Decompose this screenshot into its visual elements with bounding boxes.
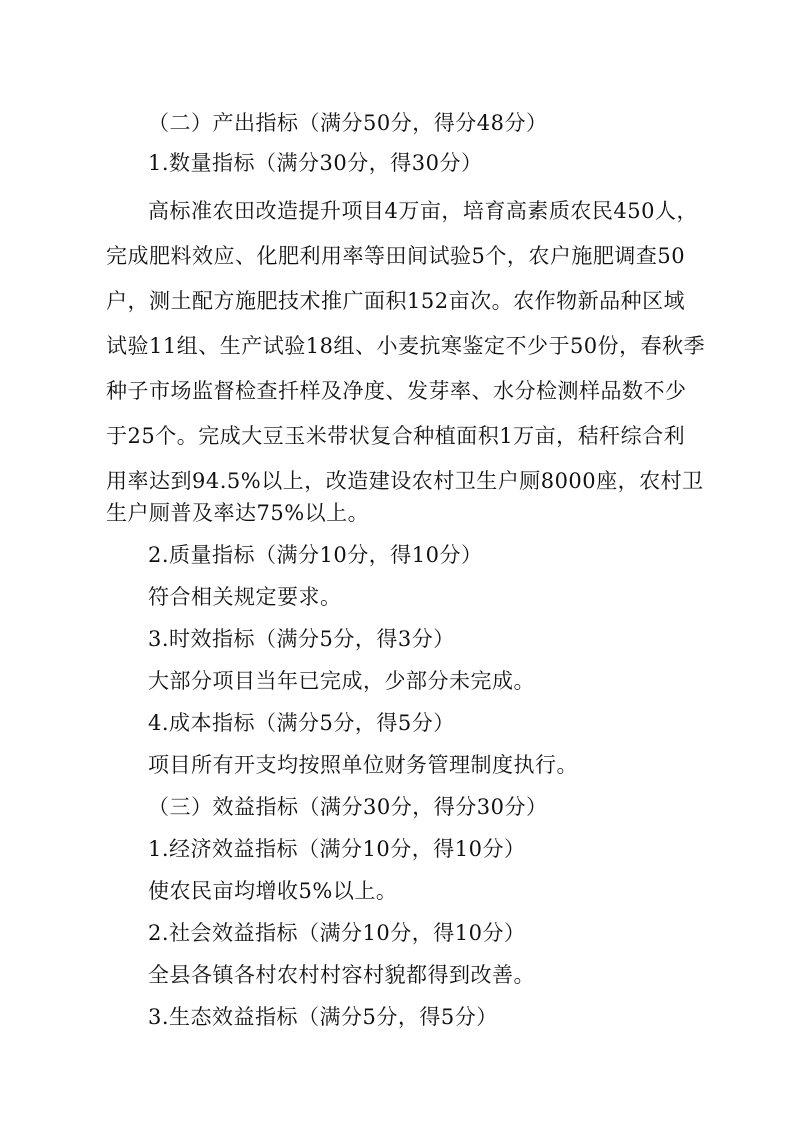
- subheading-timeliness-indicator: 3.时效指标（满分5分，得3分）: [148, 627, 455, 651]
- paragraph-line: 用率达到94.5%以上，改造建设农村卫生户厕8000座，农村卫: [106, 469, 704, 493]
- paragraph-line: 户，测土配方施肥技术推广面积152亩次。农作物新品种区域: [106, 289, 686, 313]
- paragraph-line: 符合相关规定要求。: [148, 585, 342, 609]
- paragraph-line: 种子市场监督检查扦样及净度、发芽率、水分检测样品数不少: [106, 379, 687, 403]
- subheading-ecological-benefit: 3.生态效益指标（满分5分，得5分）: [148, 1005, 498, 1029]
- subheading-quality-indicator: 2.质量指标（满分10分，得10分）: [148, 543, 483, 567]
- paragraph-line: 完成肥料效应、化肥利用率等田间试验5个，农户施肥调查50: [106, 244, 686, 268]
- paragraph-line: 于25个。完成大豆玉米带状复合种植面积1万亩，秸秆综合利: [106, 424, 686, 448]
- subheading-cost-indicator: 4.成本指标（满分5分，得5分）: [148, 711, 455, 735]
- subheading-social-benefit: 2.社会效益指标（满分10分，得10分）: [148, 921, 526, 945]
- paragraph-line: 试验11组、生产试验18组、小麦抗寒鉴定不少于50份，春秋季: [106, 334, 706, 358]
- section-heading-benefit-indicators: （三）效益指标（满分30分，得分30分）: [148, 795, 548, 819]
- paragraph-line: 使农民亩均增收5%以上。: [148, 879, 398, 903]
- paragraph-line: 全县各镇各村农村村容村貌都得到改善。: [148, 963, 535, 987]
- paragraph-line: 项目所有开支均按照单位财务管理制度执行。: [148, 753, 578, 777]
- paragraph-line: 高标准农田改造提升项目4万亩，培育高素质农民450人，: [148, 199, 698, 223]
- paragraph-line: 生户厕普及率达75%以上。: [106, 501, 370, 525]
- paragraph-line: 大部分项目当年已完成，少部分未完成。: [148, 669, 535, 693]
- section-heading-output-indicators: （二）产出指标（满分50分，得分48分）: [148, 111, 548, 135]
- subheading-quantity-indicator: 1.数量指标（满分30分，得30分）: [148, 151, 483, 175]
- subheading-economic-benefit: 1.经济效益指标（满分10分，得10分）: [148, 837, 526, 861]
